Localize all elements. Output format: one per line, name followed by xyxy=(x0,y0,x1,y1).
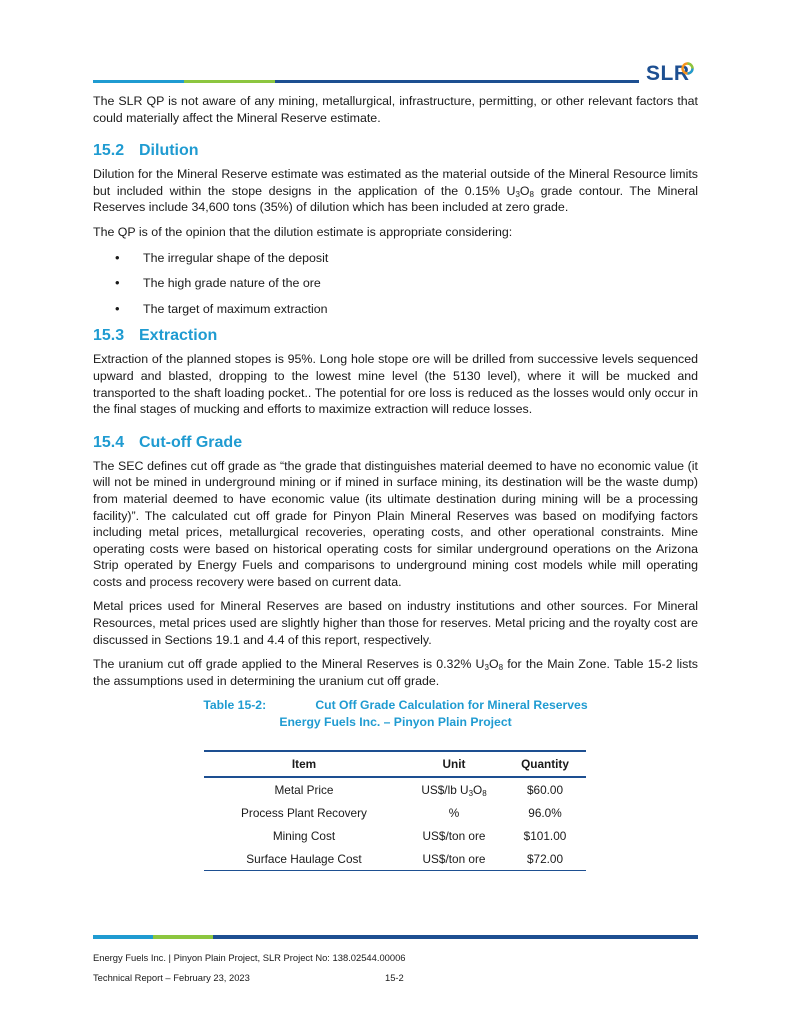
column-header-item: Item xyxy=(204,751,404,777)
cell-item: Mining Cost xyxy=(272,828,336,843)
page-content xyxy=(93,93,698,871)
section-number: 15.2 xyxy=(93,142,125,160)
section-title: Dilution xyxy=(139,142,199,160)
cutoff-grade-table xyxy=(204,750,586,871)
table-row xyxy=(204,824,586,847)
dilution-paragraph xyxy=(93,166,698,216)
section-number: 15.4 xyxy=(93,433,125,451)
cell-quantity: 96.0% xyxy=(528,805,562,820)
subscript: 8 xyxy=(529,189,534,199)
text-run: O xyxy=(488,657,499,672)
cell-item: Process Plant Recovery xyxy=(241,805,367,820)
list-item: • The irregular shape of the deposit xyxy=(115,250,698,267)
column-header-quantity: Quantity xyxy=(504,751,586,777)
section-number: 15.3 xyxy=(93,327,125,345)
cell-unit: US$/ton ore xyxy=(422,828,486,843)
extraction-paragraph: Extraction of the planned stopes is 95%. Long hole stope ore will be drilled from successive levels sequenced upward and blasted, dropping to the lowest mine level (the 5130 level), where it will be mucked and transported to the shaft loading pocket.. The potential for ore loss is reduced as the losses would only occur in the final stages of mucking and efforts to maximize extraction will reduce losses. xyxy=(93,352,698,417)
subscript: 3 xyxy=(468,788,474,798)
text-run: grade contour. The Mineral Reserves include 34,600 tons (35%) of dilution which has been included at zero grade. xyxy=(93,183,698,215)
subscript: 8 xyxy=(482,788,487,798)
subscript: 3 xyxy=(484,663,489,673)
list-item: • The target of maximum extraction xyxy=(115,301,698,318)
section-heading-extraction xyxy=(93,327,698,345)
cutoff-paragraph-3 xyxy=(93,656,698,689)
table-row xyxy=(204,847,586,871)
text-run: O xyxy=(473,782,483,797)
text-run: Dilution for the Mineral Reserve estimate was estimated as the material outside of the Mineral Resource limits but included within the stope designs in the application of the 0.15% U xyxy=(93,167,698,198)
logo-mark-icon xyxy=(681,62,694,75)
table-title-line xyxy=(93,697,698,714)
list-item: • The high grade nature of the ore xyxy=(115,275,698,292)
cell-quantity: $101.00 xyxy=(523,828,567,843)
table-header-row xyxy=(204,751,586,777)
cell-unit xyxy=(404,777,504,801)
text-run: US$/lb U xyxy=(421,782,469,797)
table-label: Table 15-2: xyxy=(203,698,267,713)
subscript: 3 xyxy=(515,189,520,199)
cutoff-paragraph-1: The SEC defines cut off grade as “the grade that distinguishes material deemed to have no economic value (it will not be mined in underground mining or if mined in surface mining, its destination will be the waste dump) from material deemed to have economic value (its ultimate destination during mining will be a processing facility)”. The calculated cut off grade for Pinyon Plain Mineral Reserves was based on modifying factors including metal prices, metallurgical recoveries, operating costs, and other operational constraints. Mine operating costs were based on historical operating costs for similar underground operations on the Arizona Strip operated by Energy Fuels and comparisons to underground mining cost models while mill operating costs and process recovery were based on current data. xyxy=(93,458,698,589)
section-heading-dilution xyxy=(93,142,698,160)
intro-paragraph: The SLR QP is not aware of any mining, metallurgical, infrastructure, permitting, or other relevant factors that could materially affect the Mineral Reserve estimate. xyxy=(93,94,698,125)
text-run: O xyxy=(519,183,530,198)
footer-line-1: Energy Fuels Inc. | Pinyon Plain Project, SLR Project No: 138.02544.00006 xyxy=(93,952,406,963)
cell-item: Surface Haulage Cost xyxy=(204,847,404,871)
table-caption xyxy=(93,697,698,731)
section-title: Cut-off Grade xyxy=(139,433,243,451)
dilution-bullet-list xyxy=(115,250,698,318)
table-title: Cut Off Grade Calculation for Mineral Reserves xyxy=(315,698,588,713)
cell-quantity: $72.00 xyxy=(504,847,586,871)
footer-rule xyxy=(93,935,698,939)
logo-text: SLR xyxy=(646,62,690,85)
header-rule xyxy=(93,80,639,83)
footer-line-2: Technical Report – February 23, 2023 xyxy=(93,972,250,983)
cell-quantity: $60.00 xyxy=(526,782,564,797)
text-run: for the Main Zone. Table 15-2 lists the assumptions used in determining the uranium cut off grade. xyxy=(93,657,699,688)
table-row xyxy=(204,801,586,824)
slr-logo xyxy=(646,62,698,88)
dilution-paragraph-2: The QP is of the opinion that the dilution estimate is appropriate considering: xyxy=(93,224,513,239)
subscript: 8 xyxy=(498,663,504,673)
table-row xyxy=(204,777,586,801)
column-header-unit: Unit xyxy=(404,751,504,777)
section-heading-cutoff xyxy=(93,434,698,452)
text-run: The uranium cut off grade applied to the Mineral Reserves is 0.32% U xyxy=(93,657,485,672)
page-footer xyxy=(93,948,698,988)
cutoff-paragraph-2: Metal prices used for Mineral Reserves are based on industry institutions and other sources. For Mineral Resources, metal prices used are slightly higher than those for reserves. Metal pricing and the royalty cost are discussed in Sections 19.1 and 4.4 of this report, respectively. xyxy=(93,599,698,647)
cell-item: Metal Price xyxy=(274,782,334,797)
page-number: 15-2 xyxy=(385,972,404,983)
section-title: Extraction xyxy=(139,327,218,345)
table-subtitle: Energy Fuels Inc. – Pinyon Plain Project xyxy=(279,715,512,730)
cell-unit: % xyxy=(448,805,460,820)
cell-unit: US$/ton ore xyxy=(404,847,504,871)
